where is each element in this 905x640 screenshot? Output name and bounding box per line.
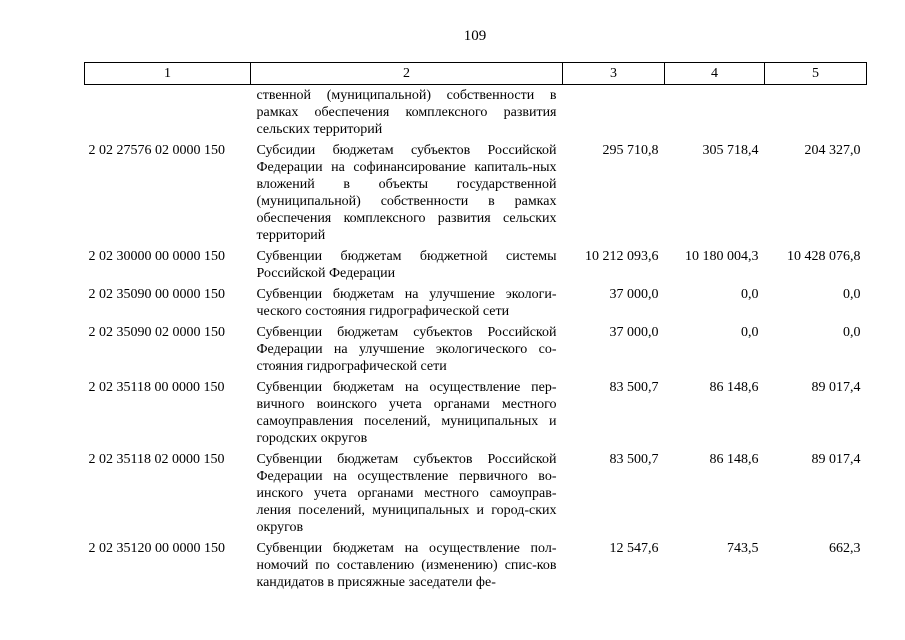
row-value-year3: 0,0 xyxy=(843,287,861,302)
table-row xyxy=(85,142,867,248)
row-value-year3: 0,0 xyxy=(843,325,861,340)
row-value-year2: 305 718,4 xyxy=(702,143,759,158)
row-code: 2 02 30000 00 0000 150 xyxy=(88,249,225,264)
row-value-year1: 295 710,8 xyxy=(602,143,659,158)
table-row xyxy=(85,451,867,540)
row-value-year2: 0,0 xyxy=(741,325,759,340)
row-code xyxy=(85,85,251,143)
row-value-year2 xyxy=(665,85,765,143)
row-code: 2 02 35090 00 0000 150 xyxy=(88,287,225,302)
column-header-4: 4 xyxy=(665,63,765,85)
table-row xyxy=(85,379,867,451)
row-description: Субвенции бюджетам на улучшение экологи-ческого состояния гидрографической сети xyxy=(256,287,557,319)
row-value-year1: 83 500,7 xyxy=(609,380,659,395)
row-description: Субвенции бюджетам субъектов Российской Федерации на улучшение экологического со-стояния гидрографической сети xyxy=(256,325,557,374)
table-row xyxy=(85,286,867,324)
row-value-year2: 86 148,6 xyxy=(709,380,759,395)
budget-table xyxy=(84,62,867,595)
row-value-year3: 89 017,4 xyxy=(811,452,861,467)
row-code: 2 02 35120 00 0000 150 xyxy=(88,541,225,556)
row-value-year1: 83 500,7 xyxy=(609,452,659,467)
row-code: 2 02 27576 02 0000 150 xyxy=(88,143,225,158)
row-description: Субвенции бюджетам субъектов Российской Федерации на осуществление первичного во-инского учета органами местного самоуправ-ления поселений, муниципальных и город-ских округов xyxy=(256,452,557,535)
page-number: 109 xyxy=(463,28,487,44)
row-value-year3: 204 327,0 xyxy=(804,143,861,158)
table-row xyxy=(85,324,867,379)
table-row xyxy=(85,85,867,143)
row-value-year3 xyxy=(765,85,867,143)
row-value-year1: 10 212 093,6 xyxy=(585,249,659,264)
row-value-year3: 10 428 076,8 xyxy=(787,249,861,264)
row-value-year2: 10 180 004,3 xyxy=(685,249,759,264)
row-code: 2 02 35118 02 0000 150 xyxy=(88,452,225,467)
row-description: Субвенции бюджетам на осуществление пол-номочий по составлению (изменению) спис-ков кандидатов в присяжные заседатели фе- xyxy=(256,541,557,590)
column-header-5: 5 xyxy=(765,63,867,85)
row-value-year2: 743,5 xyxy=(727,541,759,556)
row-value-year1 xyxy=(563,85,665,143)
row-description: Субвенции бюджетам бюджетной системы Российской Федерации xyxy=(256,249,557,281)
row-code: 2 02 35090 02 0000 150 xyxy=(88,325,225,340)
row-value-year1: 37 000,0 xyxy=(609,325,659,340)
row-code: 2 02 35118 00 0000 150 xyxy=(88,380,225,395)
row-description: Субвенции бюджетам на осуществление пер-вичного воинского учета органами местного самоуправления поселений, муниципальных и городских округов xyxy=(256,380,557,446)
row-description: Субсидии бюджетам субъектов Российской Федерации на софинансирование капиталь-ных вложений в объекты государственной (муниципальной) собственности в рамках обеспечения комплексного развития сельских территорий xyxy=(256,143,557,243)
table-header-row xyxy=(85,63,867,85)
row-description: ственной (муниципальной) собственности в рамках обеспечения комплексного развития сельских территорий xyxy=(256,88,557,137)
row-value-year3: 662,3 xyxy=(829,541,861,556)
column-header-2: 2 xyxy=(251,63,563,85)
table-row xyxy=(85,540,867,595)
row-value-year2: 0,0 xyxy=(741,287,759,302)
table-row xyxy=(85,248,867,286)
row-value-year3: 89 017,4 xyxy=(811,380,861,395)
column-header-1: 1 xyxy=(85,63,251,85)
row-value-year1: 37 000,0 xyxy=(609,287,659,302)
row-value-year1: 12 547,6 xyxy=(609,541,659,556)
column-header-3: 3 xyxy=(563,63,665,85)
row-value-year2: 86 148,6 xyxy=(709,452,759,467)
